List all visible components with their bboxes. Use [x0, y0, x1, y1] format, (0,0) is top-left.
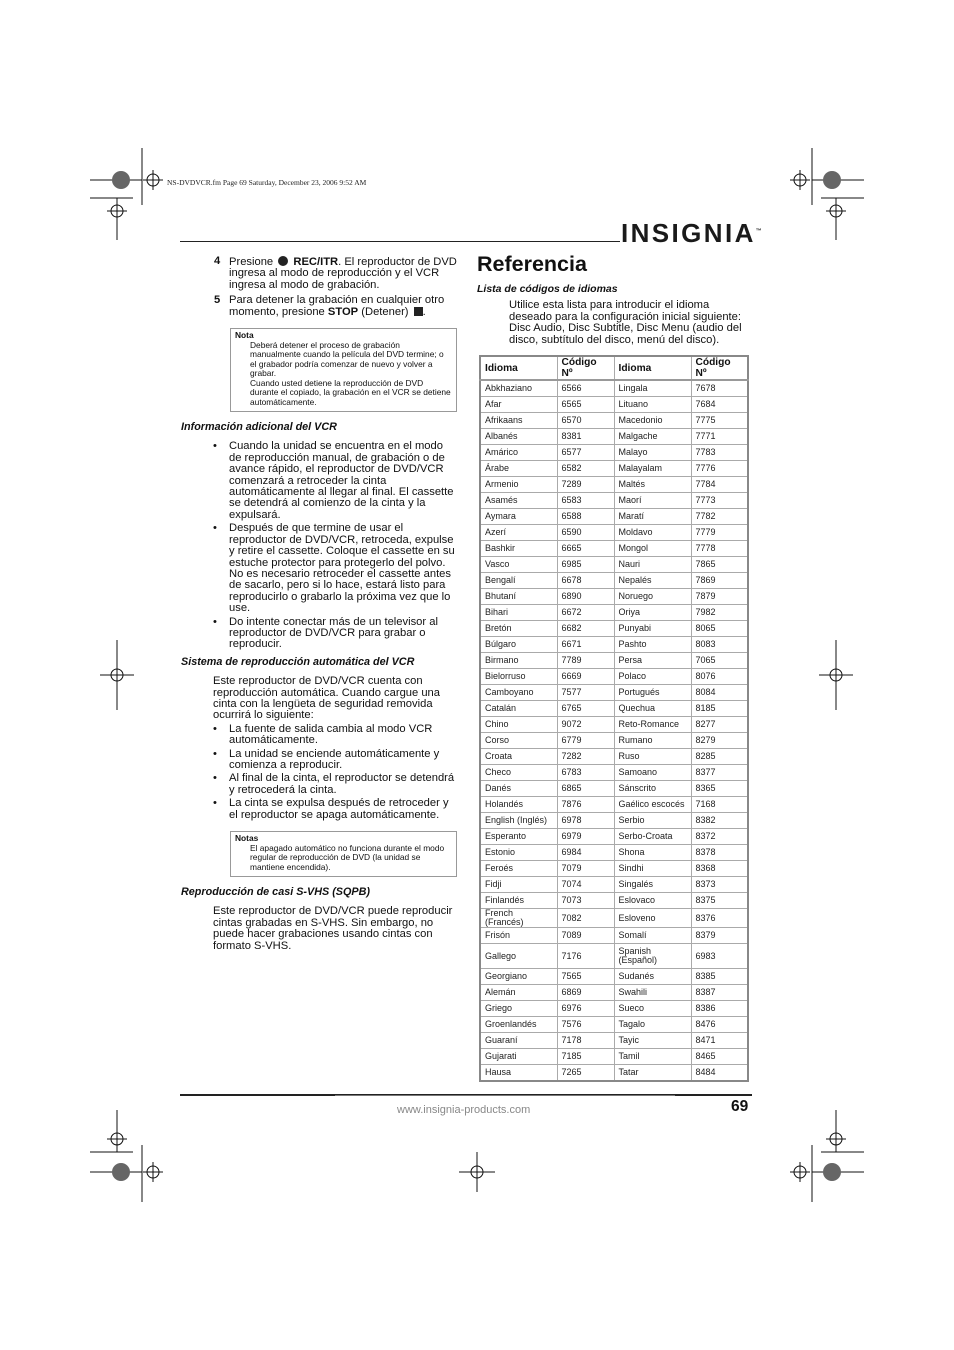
section-heading: Reproducción de casi S-VHS (SQPB): [181, 886, 370, 899]
table-row: [480, 781, 748, 797]
code-cell: 8083: [691, 637, 748, 653]
table-row: [480, 1049, 748, 1065]
table-subtitle: Lista de códigos de idiomas: [477, 283, 618, 295]
table-row: [480, 909, 748, 928]
language-cell: Corso: [480, 733, 557, 749]
code-cell: 8476: [691, 1017, 748, 1033]
language-cell: Eslovaco: [614, 893, 691, 909]
table-row: [480, 749, 748, 765]
language-cell: Checo: [480, 765, 557, 781]
code-cell: 7176: [557, 944, 614, 969]
table-row: [480, 461, 748, 477]
language-cell: Ruso: [614, 749, 691, 765]
code-cell: 8382: [691, 813, 748, 829]
language-cell: Tagalo: [614, 1017, 691, 1033]
code-cell: 8084: [691, 685, 748, 701]
language-cell: Somalí: [614, 928, 691, 944]
language-cell: Swahili: [614, 985, 691, 1001]
table-row: [480, 557, 748, 573]
code-cell: 7065: [691, 653, 748, 669]
language-cell: Finlandés: [480, 893, 557, 909]
note-title: Nota: [235, 330, 254, 341]
code-cell: 7185: [557, 1049, 614, 1065]
code-cell: 6565: [557, 397, 614, 413]
language-cell: Catalán: [480, 701, 557, 717]
code-cell: 7684: [691, 397, 748, 413]
table-row: [480, 928, 748, 944]
language-cell: Mongol: [614, 541, 691, 557]
list-item: • Do intente conectar más de un televisor al reproductor de DVD/VCR para grabar o reproducir.: [213, 617, 457, 651]
col-header-idioma: Idioma: [614, 356, 691, 380]
code-cell: 8372: [691, 829, 748, 845]
language-cell: Serbo-Croata: [614, 829, 691, 845]
code-cell: 7565: [557, 969, 614, 985]
language-cell: Bielorruso: [480, 669, 557, 685]
language-cell: Gallego: [480, 944, 557, 969]
language-cell: Tayic: [614, 1033, 691, 1049]
language-cell: Maratí: [614, 509, 691, 525]
code-cell: 9072: [557, 717, 614, 733]
code-cell: 6984: [557, 845, 614, 861]
code-cell: 7074: [557, 877, 614, 893]
code-cell: 8379: [691, 928, 748, 944]
language-cell: Bihari: [480, 605, 557, 621]
code-cell: 7876: [557, 797, 614, 813]
table-row: [480, 493, 748, 509]
language-cell: Singalés: [614, 877, 691, 893]
code-cell: 8386: [691, 1001, 748, 1017]
code-cell: 7773: [691, 493, 748, 509]
logo-tm: ™: [755, 228, 762, 235]
language-cell: Reto-Romance: [614, 717, 691, 733]
table-row: [480, 944, 748, 969]
table-body: [480, 380, 748, 1081]
code-cell: 8387: [691, 985, 748, 1001]
step-text: Presione: [229, 256, 274, 268]
stop-icon: [414, 307, 423, 316]
table-row: [480, 985, 748, 1001]
step-number: 5: [214, 294, 221, 307]
table-row: [480, 525, 748, 541]
language-cell: Polaco: [614, 669, 691, 685]
language-cell: Afrikaans: [480, 413, 557, 429]
list-item: • La cinta se expulsa después de retroceder y el reproductor se apaga automáticamente.: [213, 798, 457, 821]
language-cell: Rumano: [614, 733, 691, 749]
language-code-table: [479, 355, 749, 1082]
language-cell: Danés: [480, 781, 557, 797]
language-cell: Spanish (Español): [614, 944, 691, 969]
code-cell: 7784: [691, 477, 748, 493]
code-cell: 8465: [691, 1049, 748, 1065]
language-cell: Hausa: [480, 1065, 557, 1082]
table-row: [480, 380, 748, 397]
logo-text: INSIGNIA: [621, 218, 756, 248]
table-row: [480, 797, 748, 813]
code-cell: 7678: [691, 380, 748, 397]
code-cell: 7865: [691, 557, 748, 573]
code-cell: 6890: [557, 589, 614, 605]
language-cell: Lituano: [614, 397, 691, 413]
page-title: Referencia: [477, 252, 587, 276]
code-cell: 8285: [691, 749, 748, 765]
language-cell: Bengalí: [480, 573, 557, 589]
language-cell: Shona: [614, 845, 691, 861]
code-cell: 8375: [691, 893, 748, 909]
code-cell: 6765: [557, 701, 614, 717]
code-cell: 8277: [691, 717, 748, 733]
code-cell: 7178: [557, 1033, 614, 1049]
language-cell: Camboyano: [480, 685, 557, 701]
code-cell: 6783: [557, 765, 614, 781]
code-cell: 8076: [691, 669, 748, 685]
language-cell: Moldavo: [614, 525, 691, 541]
col-header-idioma: Idioma: [480, 356, 557, 380]
language-cell: Gujarati: [480, 1049, 557, 1065]
table-row: [480, 445, 748, 461]
paragraph: Este reproductor de DVD/VCR puede reproducir cintas grabadas en S-VHS. Sin embargo, no puede hacer grabaciones usando cintas con formato S-VHS.: [213, 905, 453, 952]
code-cell: 7782: [691, 509, 748, 525]
record-icon: [278, 256, 288, 266]
col-header-codigo: Código Nº: [557, 356, 614, 380]
table-row: [480, 1065, 748, 1082]
table-row: [480, 413, 748, 429]
code-cell: 8381: [557, 429, 614, 445]
code-cell: 7282: [557, 749, 614, 765]
language-cell: Tamil: [614, 1049, 691, 1065]
code-cell: 7982: [691, 605, 748, 621]
table-header-row: [480, 356, 748, 380]
code-cell: 8368: [691, 861, 748, 877]
footer-rule-inner: [335, 1095, 675, 1096]
language-cell: Georgiano: [480, 969, 557, 985]
code-cell: 8471: [691, 1033, 748, 1049]
table-row: [480, 429, 748, 445]
code-cell: 8279: [691, 733, 748, 749]
code-cell: 7079: [557, 861, 614, 877]
code-cell: 6682: [557, 621, 614, 637]
code-cell: 7771: [691, 429, 748, 445]
language-cell: French (Francés): [480, 909, 557, 928]
language-cell: Punyabi: [614, 621, 691, 637]
code-cell: 8385: [691, 969, 748, 985]
table-row: [480, 845, 748, 861]
table-row: [480, 1033, 748, 1049]
insignia-logo: [621, 218, 762, 249]
table-row: [480, 509, 748, 525]
language-cell: Nauri: [614, 557, 691, 573]
code-cell: 7289: [557, 477, 614, 493]
section-heading: Sistema de reproducción automática del VCR: [181, 655, 415, 668]
left-column: [181, 256, 457, 954]
language-cell: Sindhi: [614, 861, 691, 877]
print-slug: NS-DVDVCR.fm Page 69 Saturday, December 23, 2006 9:52 AM: [167, 178, 367, 187]
language-cell: Feroés: [480, 861, 557, 877]
step-5: [181, 295, 457, 318]
language-cell: Vasco: [480, 557, 557, 573]
code-cell: 6577: [557, 445, 614, 461]
language-cell: Macedonio: [614, 413, 691, 429]
notes-box: [230, 831, 457, 877]
table-row: [480, 701, 748, 717]
code-cell: 7577: [557, 685, 614, 701]
language-cell: Sánscrito: [614, 781, 691, 797]
code-cell: 7783: [691, 445, 748, 461]
language-cell: Azerí: [480, 525, 557, 541]
code-cell: 7869: [691, 573, 748, 589]
step-end: .: [422, 305, 426, 318]
language-cell: Bhutaní: [480, 589, 557, 605]
list-item: • La fuente de salida cambia al modo VCR automáticamente.: [213, 724, 457, 747]
language-cell: Fidji: [480, 877, 557, 893]
language-cell: Malgache: [614, 429, 691, 445]
note-line: Cuando usted detiene la reproducción de DVD durante el copiado, la grabación en el VCR se detiene automáticamente.: [250, 377, 451, 407]
language-cell: Asamés: [480, 493, 557, 509]
col-header-codigo: Código Nº: [691, 356, 748, 380]
code-cell: 7775: [691, 413, 748, 429]
language-cell: Amárico: [480, 445, 557, 461]
table-row: [480, 969, 748, 985]
language-cell: Serbio: [614, 813, 691, 829]
list-item: • Al final de la cinta, el reproductor se detendrá y retrocederá la cinta.: [213, 773, 457, 796]
language-cell: Estonio: [480, 845, 557, 861]
bullet-list: [213, 441, 457, 650]
table-row: [480, 893, 748, 909]
code-cell: 6978: [557, 813, 614, 829]
language-cell: Sudanés: [614, 969, 691, 985]
section-heading: Información adicional del VCR: [181, 421, 337, 434]
step-4: [181, 256, 457, 291]
code-cell: 6985: [557, 557, 614, 573]
table-row: [480, 765, 748, 781]
bullet-list: [213, 724, 457, 821]
header-rule: [180, 241, 620, 242]
footer-url: www.insignia-products.com: [397, 1104, 531, 1116]
table-row: [480, 397, 748, 413]
code-cell: 8378: [691, 845, 748, 861]
table-row: [480, 1017, 748, 1033]
code-cell: 7073: [557, 893, 614, 909]
code-cell: 6583: [557, 493, 614, 509]
table-row: [480, 541, 748, 557]
language-cell: Persa: [614, 653, 691, 669]
language-cell: Noruego: [614, 589, 691, 605]
step-text: . El reproductor de DVD ingresa al modo de reproducción y el VCR ingresa al modo de grabación.: [229, 256, 457, 291]
table-row: [480, 813, 748, 829]
language-cell: Chino: [480, 717, 557, 733]
code-cell: 6865: [557, 781, 614, 797]
language-cell: Maorí: [614, 493, 691, 509]
language-cell: Birmano: [480, 653, 557, 669]
code-cell: 7779: [691, 525, 748, 541]
code-cell: 6671: [557, 637, 614, 653]
code-cell: 6678: [557, 573, 614, 589]
note-line: Deberá detener el proceso de grabación manualmente cuando la película del DVD termine; o el grabador podría comenzar de nuevo y volver a grabar.: [250, 339, 444, 379]
list-item: • La unidad se enciende automáticamente y comienza a reproducir.: [213, 749, 457, 772]
language-cell: Armenio: [480, 477, 557, 493]
code-cell: 7776: [691, 461, 748, 477]
code-cell: 7265: [557, 1065, 614, 1082]
step-number: 4: [214, 255, 221, 267]
code-cell: 7168: [691, 797, 748, 813]
language-cell: Frisón: [480, 928, 557, 944]
language-cell: Nepalés: [614, 573, 691, 589]
language-cell: Croata: [480, 749, 557, 765]
language-cell: Malayalam: [614, 461, 691, 477]
language-cell: Afar: [480, 397, 557, 413]
table-row: [480, 589, 748, 605]
language-cell: Esloveno: [614, 909, 691, 928]
table-row: [480, 669, 748, 685]
code-cell: 7879: [691, 589, 748, 605]
code-cell: 6566: [557, 380, 614, 397]
language-cell: Albanés: [480, 429, 557, 445]
note-title: Notas: [235, 833, 259, 844]
table-row: [480, 877, 748, 893]
table-row: [480, 621, 748, 637]
code-cell: 8377: [691, 765, 748, 781]
language-cell: Portugués: [614, 685, 691, 701]
code-cell: 7778: [691, 541, 748, 557]
code-cell: 8065: [691, 621, 748, 637]
language-cell: Abkhaziano: [480, 380, 557, 397]
table-row: [480, 573, 748, 589]
code-cell: 7789: [557, 653, 614, 669]
language-cell: Esperanto: [480, 829, 557, 845]
language-cell: Tatar: [614, 1065, 691, 1082]
code-cell: 8376: [691, 909, 748, 928]
language-cell: Samoano: [614, 765, 691, 781]
table-row: [480, 477, 748, 493]
language-cell: English (Inglés): [480, 813, 557, 829]
table-row: [480, 733, 748, 749]
code-cell: 8373: [691, 877, 748, 893]
code-cell: 8365: [691, 781, 748, 797]
code-cell: 6869: [557, 985, 614, 1001]
code-cell: 8484: [691, 1065, 748, 1082]
code-cell: 6672: [557, 605, 614, 621]
language-cell: Groenlandés: [480, 1017, 557, 1033]
language-cell: Sueco: [614, 1001, 691, 1017]
page-number: 69: [731, 1098, 749, 1115]
note-box: [230, 328, 457, 412]
language-cell: Bashkir: [480, 541, 557, 557]
language-cell: Griego: [480, 1001, 557, 1017]
code-cell: 6979: [557, 829, 614, 845]
code-cell: 6983: [691, 944, 748, 969]
language-cell: Gaélico escocés: [614, 797, 691, 813]
language-cell: Guaraní: [480, 1033, 557, 1049]
stop-label: STOP: [327, 305, 359, 318]
language-cell: Búlgaro: [480, 637, 557, 653]
language-cell: Alemán: [480, 985, 557, 1001]
table-row: [480, 605, 748, 621]
language-cell: Maltés: [614, 477, 691, 493]
code-cell: 6669: [557, 669, 614, 685]
code-cell: 6976: [557, 1001, 614, 1017]
code-cell: 6779: [557, 733, 614, 749]
language-cell: Holandés: [480, 797, 557, 813]
code-cell: 7089: [557, 928, 614, 944]
language-cell: Árabe: [480, 461, 557, 477]
code-cell: 6665: [557, 541, 614, 557]
table-row: [480, 685, 748, 701]
note-line: El apagado automático no funciona durante el modo regular de reproducción de DVD (la unidad se mantiene encendida).: [250, 842, 445, 872]
code-cell: 7576: [557, 1017, 614, 1033]
language-cell: Aymara: [480, 509, 557, 525]
table-row: [480, 653, 748, 669]
code-cell: 6588: [557, 509, 614, 525]
paragraph: Este reproductor de DVD/VCR cuenta con reproducción automática. Cuando cargue una cinta con la lengüeta de seguridad removida ocurrirá lo siguiente:: [213, 675, 441, 722]
language-cell: Lingala: [614, 380, 691, 397]
table-row: [480, 861, 748, 877]
language-cell: Quechua: [614, 701, 691, 717]
table-row: [480, 637, 748, 653]
step-text: (Detener): [361, 305, 409, 318]
language-cell: Oriya: [614, 605, 691, 621]
code-cell: 6570: [557, 413, 614, 429]
language-cell: Pashto: [614, 637, 691, 653]
intro-paragraph: Utilice esta lista para introducir el idioma deseado para la configuración inicial siguiente: Disc Audio, Disc Subtitle, Disc Menu (audio del disco, subtítulo del disco, menú del disco).: [509, 299, 742, 346]
table-row: [480, 1001, 748, 1017]
language-cell: Malayo: [614, 445, 691, 461]
list-item: • Cuando la unidad se encuentra en el modo de reproducción manual, de grabación o de avance rápido, el reproductor de DVD/VCR comenzará a retroceder la cinta automáticamente al llegar al final. El cassette se detendrá al comienzo de la cinta y la expulsará.: [213, 441, 457, 521]
rec-itr-label: REC/ITR: [293, 256, 339, 268]
code-cell: 7082: [557, 909, 614, 928]
step-text: Para detener la grabación en cualquier otro momento, presione: [229, 294, 445, 318]
code-cell: 8185: [691, 701, 748, 717]
list-item: • Después de que termine de usar el reproductor de DVD/VCR, retroceda, expulse y retire el cassette. Coloque el cassette en su estuche protector para protegerlo del polvo. No es necesario retroceder el cassette antes de sacarlo, pero si lo hace, estará listo para reproducirlo o grabarlo la próxima vez que lo use.: [213, 523, 457, 614]
code-cell: 6582: [557, 461, 614, 477]
language-cell: Bretón: [480, 621, 557, 637]
code-cell: 6590: [557, 525, 614, 541]
table-row: [480, 717, 748, 733]
table-row: [480, 829, 748, 845]
